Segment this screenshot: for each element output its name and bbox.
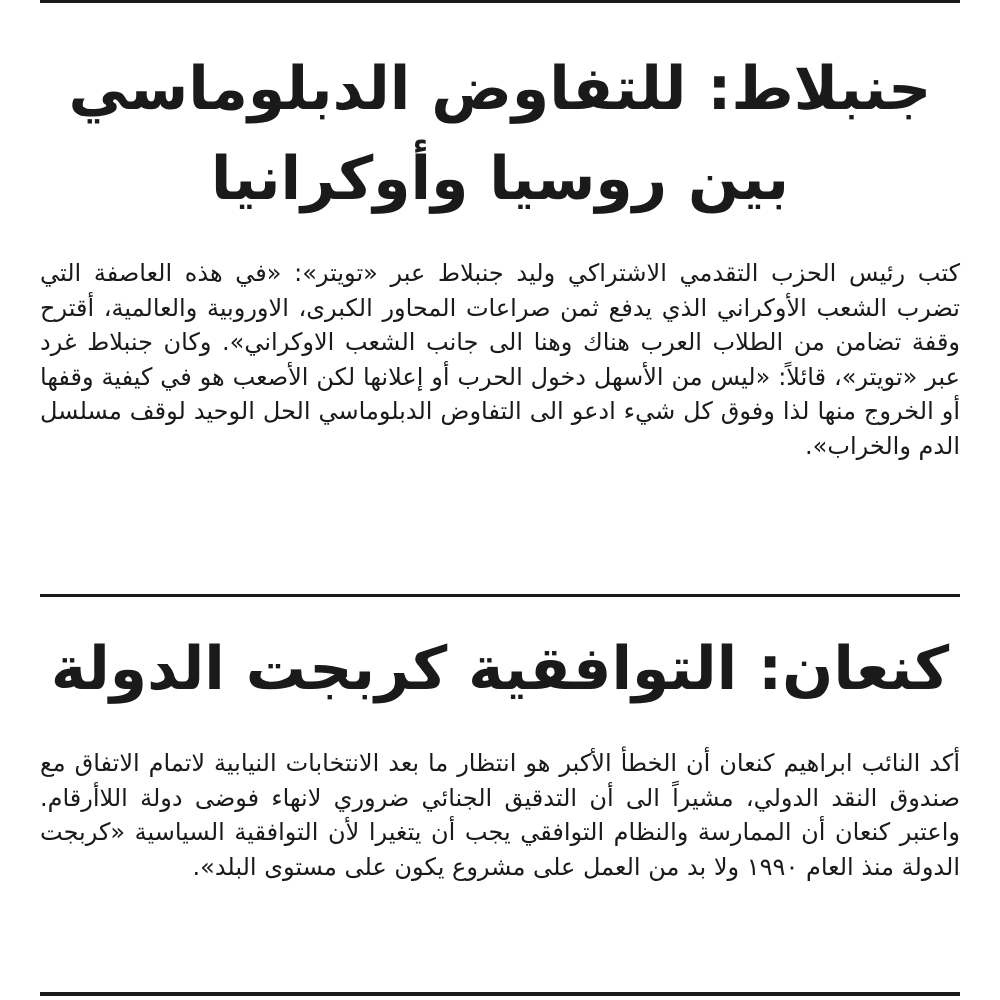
article-headline: كنعان: التوافقية كربجت الدولة: [50, 634, 950, 704]
bottom-rule: [40, 992, 960, 996]
section-divider: [40, 594, 960, 597]
headline-line-2: بين روسيا وأوكرانيا: [210, 144, 790, 214]
article-body: أكد النائب ابراهيم كنعان أن الخطأ الأكبر هو انتظار ما بعد الانتخابات النيابية لاتمام الاتفاق مع صندوق النقد الدولي، مشيراً الى أن التدقيق الجنائي ضروري لانهاء فوضى دولة اللاأرقام. واعتبر كنعان أن الممارسة والنظام التوافقي يجب أن يتغيرا لأن التوافقية السياسية «كربجت الدولة منذ العام ١٩٩٠ ولا بد من العمل على مشروع يكون على مستوى البلد».: [40, 749, 960, 881]
article-body: كتب رئيس الحزب التقدمي الاشتراكي وليد جنبلاط عبر «تويتر»: «في هذه العاصفة التي تضرب الشعب الأوكراني الذي يدفع ثمن صراعات المحاور الكبرى، الاوروبية والعالمية، أقترح وقفة تضامن من الطلاب العرب هناك وهنا الى جانب الشعب الاوكراني». وكان جنبلاط غرد عبر «تويتر»، قائلاً: «ليس من الأسهل دخول الحرب أو إعلانها لكن الأصعب هو في كيفية وقفها أو الخروج منها لذا وفوق كل شيء ادعو الى التفاوض الدبلوماسي الحل الوحيد لوقف مسلسل الدم والخراب».: [40, 259, 960, 460]
article-kanaan: [40, 620, 960, 908]
top-rule: [40, 0, 960, 3]
headline-line-1: جنبلاط: للتفاوض الدبلوماسي: [68, 54, 932, 124]
article-headline: [40, 44, 960, 224]
article-jumblatt: [40, 44, 960, 487]
